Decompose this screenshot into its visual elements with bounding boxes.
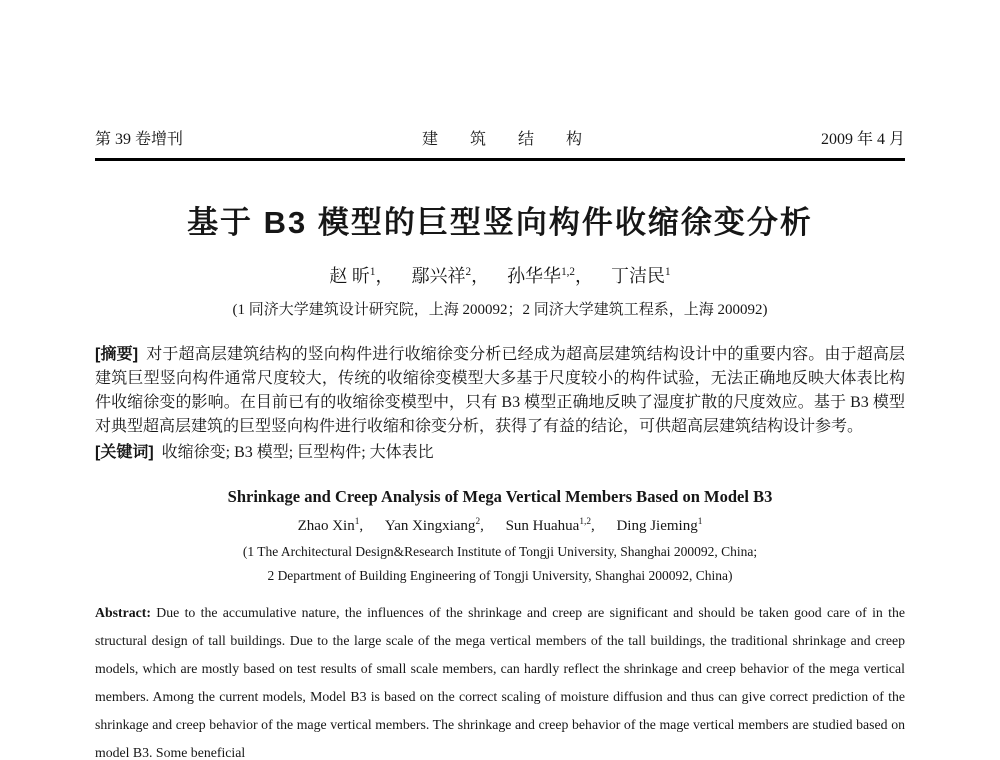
author-name: 孙华华 (507, 266, 562, 286)
abstract-cn-text: 对于超高层建筑结构的竖向构件进行收缩徐变分析已经成为超高层建筑结构设计中的重要内容。由于超高层建筑巨型竖向构件通常尺度较大，传统的收缩徐变模型大多基于尺度较小的构件试验，无法正确地反映大体表比构件收缩徐变的影响。在目前已有的收缩徐变模型中，只有 B3 模型正确地反映了湿度扩散的尺度效应。基于 B3 模型对典型超高层建筑的巨型竖向构件进行收缩和徐变分析，获得了有益的结论，可供超高层建筑结构设计参考。 (95, 346, 905, 435)
author-en-3 (506, 518, 599, 534)
keywords-cn-text: 收缩徐变; B3 模型; 巨型构件; 大体表比 (161, 444, 434, 461)
author-affil-sup: 2 (475, 517, 481, 527)
author-en-1 (298, 518, 367, 534)
author-separator: ， (575, 266, 594, 286)
author-affil-sup: 2 (465, 266, 472, 278)
journal-volume: 第 39 卷增刊 (95, 131, 184, 148)
abstract-en-label: Abstract: (95, 605, 151, 620)
author-en-4 (616, 518, 702, 534)
author-name: Sun Huahua (505, 518, 580, 534)
title-cn: 基于 B3 模型的巨型竖向构件收缩徐变分析 (187, 205, 813, 240)
header-rule (95, 158, 905, 161)
author-affil-sup: 1,2 (561, 266, 576, 278)
author-affil-sup: 1 (665, 266, 671, 278)
author-separator: ， (375, 266, 394, 286)
author-en-2 (385, 518, 488, 534)
author-affil-sup: 1 (354, 517, 360, 527)
author-separator: , (590, 518, 599, 534)
affiliation-en-line-2: 2 Department of Building Engineering of Tongji University, Shanghai 200092, China) (267, 568, 733, 583)
affiliation-cn: (1 同济大学建筑设计研究院，上海 200092；2 同济大学建筑工程系，上海 200092) (232, 302, 768, 318)
abstract-cn-label: [摘要] (95, 346, 139, 363)
author-name: 鄢兴祥 (411, 266, 466, 286)
journal-header (95, 0, 905, 149)
author-affil-sup: 1 (369, 266, 376, 278)
author-affil-sup: 1 (697, 517, 703, 527)
journal-name: 建 筑 结 构 (421, 131, 596, 148)
author-cn-4 (611, 266, 671, 286)
journal-date: 2009 年 4 月 (820, 131, 905, 148)
authors-en (95, 517, 905, 535)
title-en: Shrinkage and Creep Analysis of Mega Vertical Members Based on Model B3 (227, 487, 773, 506)
keywords-cn (95, 441, 905, 465)
author-cn-2 (411, 266, 489, 286)
affiliation-en (95, 540, 905, 588)
author-name: Ding Jieming (616, 518, 698, 534)
author-name: Zhao Xin (297, 518, 355, 534)
author-cn-3 (507, 266, 593, 286)
keywords-cn-label: [关键词] (95, 444, 154, 461)
abstract-cn (95, 343, 905, 439)
author-name: 丁洁民 (611, 266, 666, 286)
abstract-en-text: Due to the accumulative nature, the influences of the shrinkage and creep are significant and should be taken good care of in the structural design of tall buildings. Due to the large scale of the mega vertical members of the tall buildings, the traditional shrinkage and creep models, which are mostly based on test results of small scale members, can hardly reflect the shrinkage and creep behavior of the mega vertical members. Among the current models, Model B3 is based on the correct scaling of moisture diffusion and thus can give correct prediction of the shrinkage and creep behavior of the mage vertical members. The shrinkage and creep behavior of the mage vertical members are studied based on model B3. Some beneficial (95, 605, 905, 760)
author-name: Yan Xingxiang (384, 518, 476, 534)
author-separator: ， (471, 266, 490, 286)
author-separator: , (480, 518, 488, 534)
authors-cn (95, 262, 905, 288)
abstract-en (95, 599, 905, 760)
author-separator: , (359, 518, 367, 534)
author-name: 赵 昕 (329, 266, 370, 286)
affiliation-en-line-1: (1 The Architectural Design&Research Institute of Tongji University, Shanghai 200092, China; (242, 544, 758, 559)
author-affil-sup: 1,2 (579, 517, 591, 527)
author-cn-1 (329, 266, 393, 286)
